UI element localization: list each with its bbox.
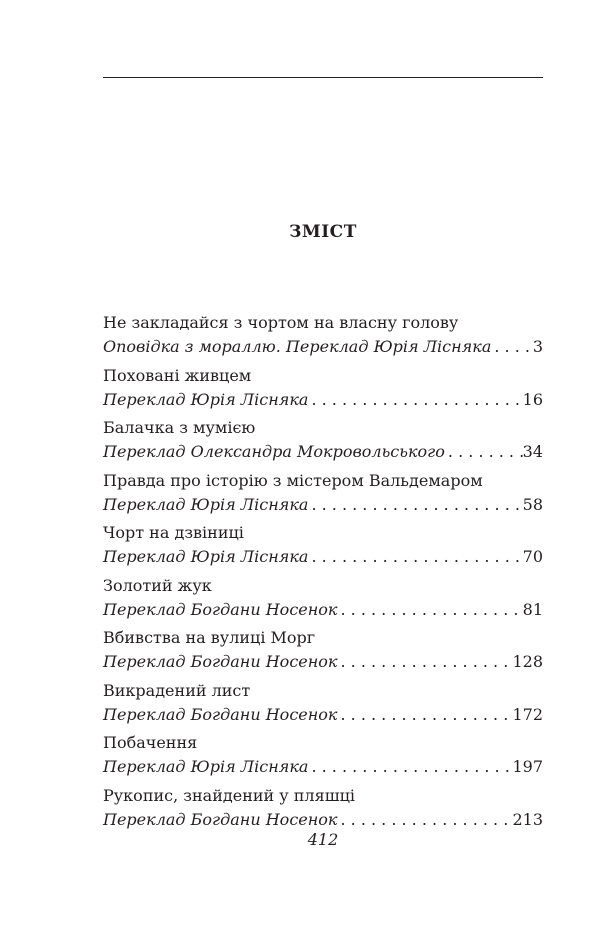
entry-page: 213	[512, 809, 543, 829]
entry-page: 16	[522, 389, 543, 409]
entry-title: Поховані живцем	[103, 365, 252, 385]
page-title: ЗМІСТ	[289, 222, 357, 242]
page-number: 412	[307, 830, 339, 849]
toc-entry	[103, 626, 543, 679]
toc-entry	[103, 574, 543, 627]
table-of-contents	[103, 311, 543, 836]
entry-title: Не закладайся з чортом на власну голову	[103, 313, 459, 332]
toc-entry	[103, 679, 543, 732]
entry-title: Рукопис, знайдений у пляшці	[103, 785, 355, 805]
entry-translator: Переклад Юрія Лісняка	[103, 757, 309, 776]
header-rule	[103, 77, 543, 78]
entry-translator: Переклад Олександра Мокровольського	[103, 442, 445, 461]
dot-leader	[337, 598, 522, 622]
entry-title: Вбивства на вулиці Морг	[103, 628, 316, 647]
entry-page: 128	[512, 652, 543, 671]
entry-title: Побачення	[103, 733, 198, 752]
toc-entry	[103, 784, 543, 837]
toc-entry	[103, 311, 543, 364]
entry-translator: Переклад Юрія Лісняка	[103, 547, 309, 566]
entry-translator: Переклад Юрія Лісняка	[103, 494, 309, 514]
entry-page: 34	[522, 442, 543, 461]
entry-page: 58	[522, 494, 543, 514]
dot-leader	[308, 493, 522, 517]
toc-entry	[103, 731, 543, 784]
entry-title: Чорт на дзвіниці	[103, 523, 244, 542]
dot-leader	[337, 808, 512, 832]
entry-translator: Переклад Богдани Носенок	[103, 652, 338, 671]
dot-leader	[337, 650, 512, 674]
entry-title: Золотий жук	[103, 575, 212, 595]
entry-translator: Переклад Богдани Носенок	[103, 599, 338, 619]
dot-leader	[308, 755, 512, 779]
entry-title: Балачка з мумією	[103, 418, 256, 437]
toc-entry	[103, 521, 543, 574]
dot-leader	[445, 440, 523, 464]
entry-translator: Оповідка з мораллю. Переклад Юрія Лісняка	[103, 337, 492, 356]
toc-entry	[103, 469, 543, 522]
entry-page: 172	[512, 704, 543, 724]
entry-title: Правда про історію з містером Вальдемаром	[103, 470, 483, 490]
entry-translator: Переклад Богдани Носенок	[103, 809, 338, 829]
toc-entry	[103, 364, 543, 417]
dot-leader	[337, 703, 512, 727]
entry-translator: Переклад Юрія Лісняка	[103, 389, 309, 409]
toc-entry	[103, 416, 543, 469]
entry-page: 197	[512, 757, 543, 776]
entry-page: 3	[532, 337, 543, 356]
entry-page: 81	[522, 599, 543, 619]
dot-leader	[491, 335, 532, 359]
entry-translator: Переклад Богдани Носенок	[103, 704, 338, 724]
dot-leader	[308, 545, 522, 569]
entry-page: 70	[522, 547, 543, 566]
entry-title: Викрадений лист	[103, 680, 251, 700]
dot-leader	[308, 388, 522, 412]
